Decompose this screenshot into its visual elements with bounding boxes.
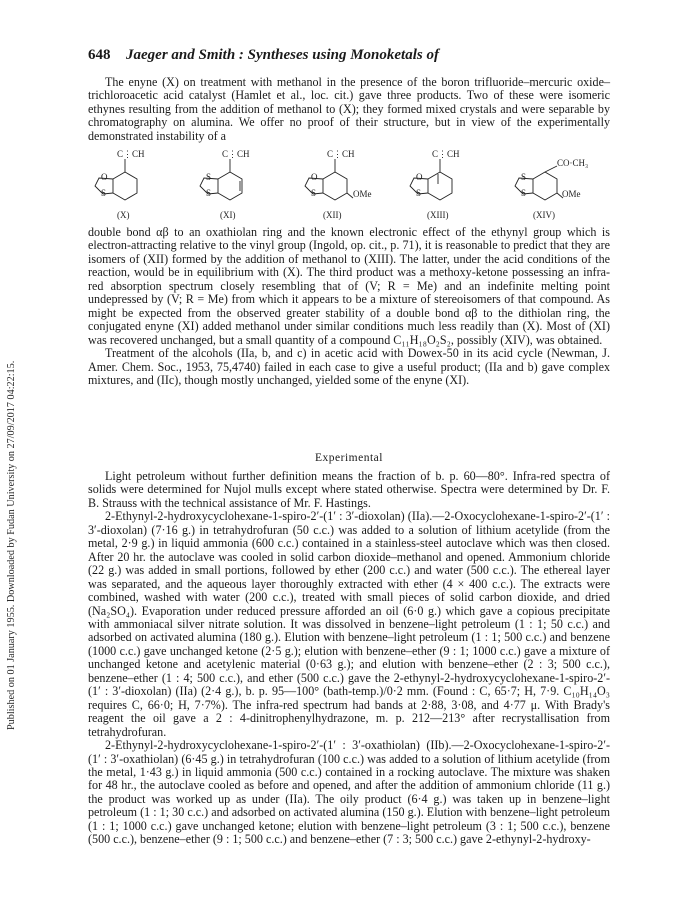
label-x: (X) xyxy=(117,210,130,220)
label-xiii: (XIII) xyxy=(427,210,449,220)
atom-s-xiii: S xyxy=(416,188,422,198)
paragraph-2: double bond αβ to an oxathiolan ring and the known electronic effect of the ethynyl group which is electron-attracting relative to the vinyl group (Ingold, op. cit., p. 71), it is reasonable to predict that they are isomers of (XII) formed by the addition of methanol to (XIII). The latter, under the acid conditions of the reaction, would be in equilibrium with (X). The third product was a methoxy-ketone possessing an infra-red absorption spectrum closely resembling that of (V; R = Me) and an indefinite melting point undepressed by (V; R = Me) from which it appears to be a mixture of stereoisomers of that compound. As might be expected from the observed greater stability of a double bond αβ to the dithiolan ring, the conjugated enyne (XI) added methanol under similar conditions much less readily than (X). Most of (XI) was recovered unchanged, but a small quantity of a compound C₁₁H₁₈O₂S₂, possibly (XIV), was obtained. xyxy=(88,225,610,347)
atom-o-x: O xyxy=(101,172,108,182)
chemical-structures xyxy=(95,150,610,222)
structures-figure xyxy=(95,150,610,222)
atom-s-xiv-2: S xyxy=(521,188,527,198)
experimental-paragraph-2: 2-Ethynyl-2-hydroxycyclohexane-1-spiro-2′-(1′ : 3′-dioxolan) (IIa).—2-Oxocyclohexane-1-spiro-2′-(1′ : 3′-dioxolan) (7·16 g.) in tetrahydrofuran (50 c.c.) was added to a solution of lithium acetylide (from the metal, 2·9 g.) in liquid ammonia (600 c.c.) contained in a stainless-steel autoclave which was then closed. After 20 hr. the autoclave was cooled in solid carbon dioxide–methanol and opened. Ammonium chloride (22 g.) was added in small portions, followed by ether (200 c.c.) and water (500 c.c.). The ethereal layer was separated, and the aqueous layer thoroughly extracted with ether (4 × 400 c.c.). The extracts were combined, washed with water (200 c.c.), treated with small pieces of solid carbon dioxide, and dried (Na₂SO₄). Evaporation under reduced pressure afforded an oil (6·0 g.) which gave a copious precipitate with ammoniacal silver nitrate solution. It was dissolved in benzene–light petroleum (1 : 1; 50 c.c.) and adsorbed on activated alumina (180 g.). Elution with benzene–light petroleum (1 : 1; 500 c.c.) and benzene (1000 c.c.) gave unchanged ketone (2·5 g.); elution with benzene–ether (9 : 1; 1000 c.c.) gave a mixture of unchanged ketone and acetylenic material (0·63 g.); and elution with benzene–ether (2 : 3; 500 c.c.), benzene–ether (1 : 4; 500 c.c.), and ether (500 c.c.) gave the 2-ethynyl-2-hydroxycyclohexane-1-spiro-2′-(1′ : 3′-dioxolan) (IIa) (2·4 g.), b. p. 95—100° (bath-temp.)/0·2 mm. (Found : C, 65·7; H, 7·9. C₁₀H₁₄O₃ requires C, 66·0; H, 7·7%). The infra-red spectrum had bands at 2·88, 3·08, and 4·77 μ. With Brady's reagent the oil gave a 2 : 4-dinitrophenylhydrazone, m. p. 212—213° after recrystallisation from tetrahydrofuran. xyxy=(88,509,610,739)
substituent-xiv: CO·CH₃ xyxy=(557,158,589,168)
atom-s-xi-1: S xyxy=(206,172,212,182)
intro-paragraph: The enyne (X) on treatment with methanol in the presence of the boron trifluoride–mercuric oxide–trichloroacetic acid catalyst (Hamlet et al., loc. cit.) gave three products. Two of these were isomeric ethynes resulting from the addition of methanol to (X); they formed mixed crystals and were separable by chromatography on alumina. We offer no proof of their structure, but in view of the experimentally demonstrated instability of a xyxy=(88,75,610,143)
experimental-paragraph-3: 2-Ethynyl-2-hydroxycyclohexane-1-spiro-2′-(1′ : 3′-oxathiolan) (IIb).—2-Oxocyclohexane-1-spiro-2′-(1′ : 3′-oxathiolan) (6·45 g.) in tetrahydrofuran (100 c.c.) was added to a solution of lithium acetylide (from the metal, 1·43 g.) in liquid ammonia (500 c.c.) contained in a rocking autoclave. The mixture was shaken for 48 hr., the autoclave cooled as before and opened, and after the addition of ammonium chloride (11 g.) the product was worked up as under (IIa). The oily product (6·4 g.) was taken up in benzene–light petroleum (1 : 1; 30 c.c.) and adsorbed on activated alumina (150 g.). Elution with benzene–light petroleum (1 : 1; 1000 c.c.) gave unchanged ketone; elution with benzene–light petroleum (3 : 1; 500 c.c.), benzene (500 c.c.), benzene–ether (9 : 1; 500 c.c.) and benzene–ether (7 : 3; 500 c.c.) gave 2-ethynyl-2-hydroxy- xyxy=(88,738,610,847)
atom-o-xiii: O xyxy=(416,172,423,182)
running-title: Jaeger and Smith : Syntheses using Monoketals of xyxy=(126,47,439,63)
experimental-section xyxy=(88,470,610,847)
substituent-xiii: C⋮CH xyxy=(432,149,460,159)
atom-s-xi-2: S xyxy=(206,188,212,198)
intro-section xyxy=(88,76,610,143)
label-xi: (XI) xyxy=(220,210,236,220)
atom-s-xii: S xyxy=(311,188,317,198)
atom-s-x: S xyxy=(101,188,107,198)
paragraph-3: Treatment of the alcohols (IIa, b, and c) in acetic acid with Dowex-50 in its acid cycle (Newman, J. Amer. Chem. Soc., 1953, 75,4740) failed in each case to give a useful product; (IIa and b) gave complex mixtures, and (IIc), though mostly unchanged, yielded some of the enyne (XI). xyxy=(88,346,610,387)
download-watermark xyxy=(6,130,20,730)
methoxy-xiv: OMe xyxy=(562,189,581,199)
discussion-section xyxy=(88,226,610,387)
download-watermark-text: Published on 01 January 1955. Downloaded by Fudan University on 27/09/2017 04:22:15. xyxy=(6,360,17,730)
methoxy-xii: OMe xyxy=(353,189,372,199)
substituent-xi: C⋮CH xyxy=(222,149,250,159)
label-xii: (XII) xyxy=(323,210,342,220)
experimental-paragraph-1: Light petroleum without further definition means the fraction of b. p. 60—80°. Infra-red spectra of solids were determined for Nujol mulls except where stated otherwise. Spectra were determined by Dr. F. B. Strauss with the technical assistance of Mr. F. Hastings. xyxy=(88,469,610,510)
substituent-x: C⋮CH xyxy=(117,149,145,159)
page-header xyxy=(88,47,608,67)
page-number: 648 xyxy=(88,47,111,63)
section-heading: Experimental xyxy=(315,452,383,464)
atom-o-xii: O xyxy=(311,172,318,182)
substituent-xii: C⋮CH xyxy=(327,149,355,159)
atom-s-xiv-1: S xyxy=(521,172,527,182)
label-xiv: (XIV) xyxy=(533,210,555,220)
